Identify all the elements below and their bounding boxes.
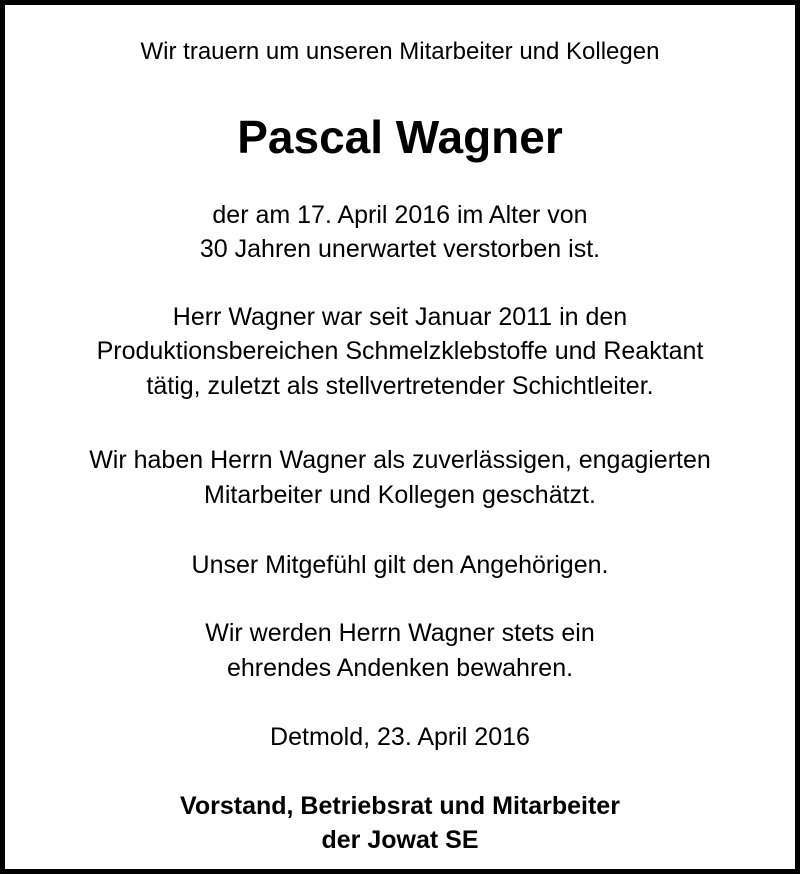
signature-line-2: der Jowat SE — [321, 826, 479, 854]
remembrance-line-1: Wir werden Herrn Wagner stets ein — [205, 619, 595, 647]
deceased-name: Pascal Wagner — [237, 111, 563, 163]
remembrance-line-2: ehrendes Andenken bewahren. — [226, 654, 574, 682]
intro-line: Wir trauern um unseren Mitarbeiter und Kollegen — [140, 38, 660, 65]
appreciation-line-2: Mitarbeiter und Kollegen geschätzt. — [204, 481, 596, 509]
condolence-line: Unser Mitgefühl gilt den Angehörigen. — [191, 551, 609, 579]
appreciation-line-1: Wir haben Herrn Wagner als zuverlässigen, engagierten — [89, 446, 711, 474]
death-info-line-1: der am 17. April 2016 im Alter von — [212, 201, 588, 229]
career-line-2: Produktionsbereichen Schmelzklebstoffe und Reaktant — [96, 337, 704, 365]
signature-line-1: Vorstand, Betriebsrat und Mitarbeiter — [180, 792, 620, 820]
place-date: Detmold, 23. April 2016 — [270, 723, 530, 751]
death-info-line-2: 30 Jahren unerwartet verstorben ist. — [199, 235, 601, 263]
career-line-1: Herr Wagner war seit Januar 2011 in den — [172, 303, 628, 331]
career-line-3: tätig, zuletzt als stellvertretender Schichtleiter. — [146, 372, 654, 400]
